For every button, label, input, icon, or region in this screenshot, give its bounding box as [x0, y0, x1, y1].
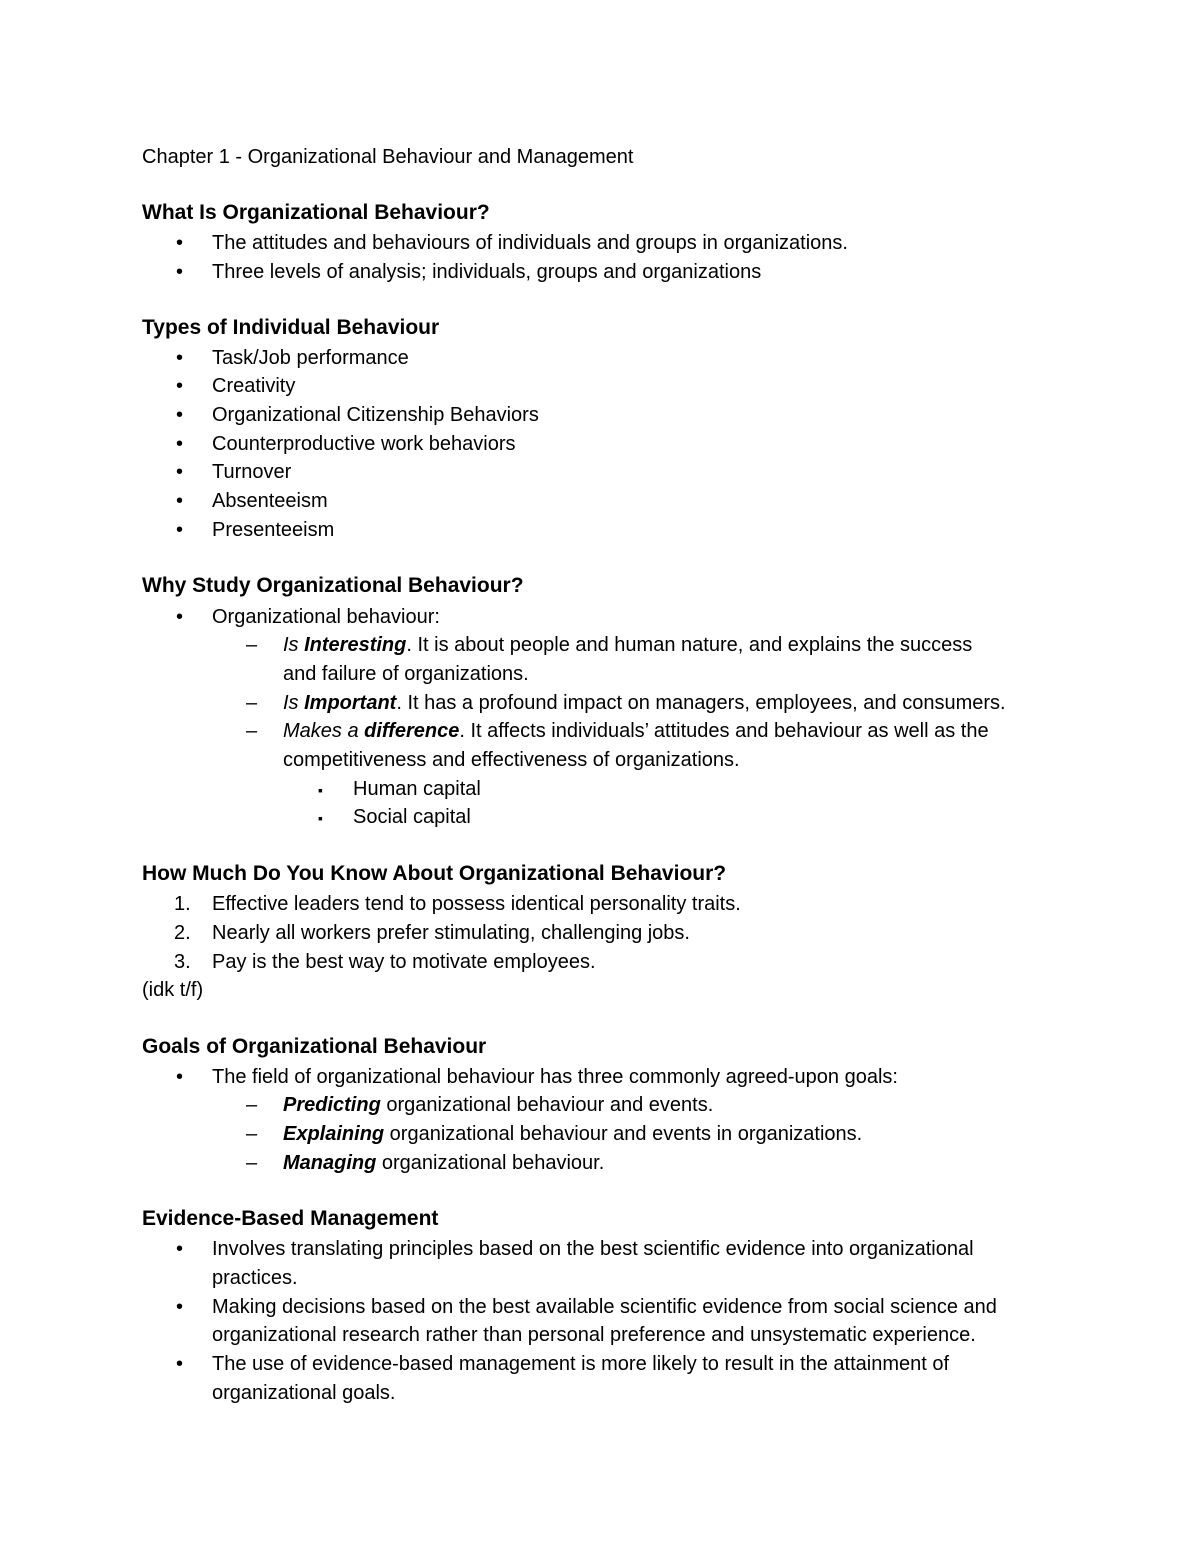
sub-item-continuation: competitiveness and effectiveness of organizations.: [283, 749, 740, 771]
list-item: Creativity: [212, 375, 296, 397]
sub-item-text: . It is about people and human nature, and explains the success: [406, 634, 973, 656]
sub-item-emphasis: Important: [304, 692, 397, 714]
dash-icon: –: [246, 720, 258, 742]
sub-item-emphasis: Explaining: [283, 1123, 385, 1145]
bullet-icon: •: [176, 1238, 184, 1260]
list-item: The attitudes and behaviours of individuals and groups in organizations.: [212, 232, 848, 254]
document-title: Chapter 1 - Organizational Behaviour and Management: [142, 146, 634, 168]
section-heading-types: Types of Individual Behaviour: [142, 316, 440, 339]
sub-item: [283, 1121, 862, 1147]
bullet-icon: •: [176, 232, 184, 254]
list-item: The use of evidence-based management is more likely to result in the attainment of: [212, 1353, 950, 1375]
sub-item-text: organizational behaviour and events in organizations.: [384, 1123, 863, 1145]
list-number: 2.: [174, 922, 191, 944]
dash-icon: –: [246, 1152, 258, 1174]
list-item: Making decisions based on the best available scientific evidence from social science and: [212, 1296, 997, 1318]
sub-item: [283, 1092, 713, 1118]
sub-item-prefix: Makes a: [283, 720, 365, 742]
section-heading-what-is-ob: What Is Organizational Behaviour?: [142, 201, 490, 224]
list-item-continuation: practices.: [212, 1267, 298, 1289]
sub-item-emphasis: Managing: [283, 1152, 377, 1174]
sub-item-text: organizational behaviour.: [376, 1152, 605, 1174]
dash-icon: –: [246, 1123, 258, 1145]
square-bullet-icon: ▪: [318, 782, 323, 798]
list-item: Turnover: [212, 461, 292, 483]
bullet-icon: •: [176, 606, 184, 628]
list-item: Organizational behaviour:: [212, 606, 440, 628]
bullet-icon: •: [176, 461, 184, 483]
bullet-icon: •: [176, 1066, 184, 1088]
list-item-continuation: organizational research rather than personal preference and unsystematic experience.: [212, 1324, 976, 1346]
list-item: Counterproductive work behaviors: [212, 433, 516, 455]
sub-item-prefix: Is: [283, 634, 305, 656]
bullet-icon: •: [176, 490, 184, 512]
sub-item-text: organizational behaviour and events.: [380, 1094, 714, 1116]
section-heading-how-much: How Much Do You Know About Organizational Behaviour?: [142, 862, 727, 885]
numbered-item: Effective leaders tend to possess identical personality traits.: [212, 893, 741, 915]
square-bullet-icon: ▪: [318, 810, 323, 826]
dash-icon: –: [246, 634, 258, 656]
list-item: Presenteeism: [212, 519, 335, 541]
list-item: Task/Job performance: [212, 347, 409, 369]
bullet-icon: •: [176, 1296, 184, 1318]
sub-item: [283, 690, 1006, 716]
list-item: Three levels of analysis; individuals, groups and organizations: [212, 261, 762, 283]
bullet-icon: •: [176, 261, 184, 283]
dash-icon: –: [246, 1094, 258, 1116]
numbered-item: Pay is the best way to motivate employees.: [212, 951, 596, 973]
bullet-icon: •: [176, 347, 184, 369]
sub-item-emphasis: Predicting: [283, 1094, 381, 1116]
list-number: 1.: [174, 893, 191, 915]
sub-sub-item: Human capital: [353, 778, 481, 800]
sub-item: [283, 632, 972, 658]
sub-item-emphasis: Interesting: [304, 634, 407, 656]
section-heading-evidence: Evidence-Based Management: [142, 1207, 439, 1230]
sub-item-emphasis: difference: [364, 720, 460, 742]
section-heading-why-study: Why Study Organizational Behaviour?: [142, 574, 524, 597]
sub-item: [283, 718, 989, 744]
bullet-icon: •: [176, 519, 184, 541]
sub-sub-item: Social capital: [353, 806, 471, 828]
section-heading-goals: Goals of Organizational Behaviour: [142, 1035, 487, 1058]
sub-item-prefix: Is: [283, 692, 305, 714]
sub-item: [283, 1150, 604, 1176]
sub-item-continuation: and failure of organizations.: [283, 663, 529, 685]
list-item: Absenteeism: [212, 490, 328, 512]
list-item: Organizational Citizenship Behaviors: [212, 404, 539, 426]
sub-item-text: . It has a profound impact on managers, employees, and consumers.: [396, 692, 1006, 714]
note-text: (idk t/f): [142, 979, 204, 1001]
dash-icon: –: [246, 692, 258, 714]
sub-item-text: . It affects individuals’ attitudes and behaviour as well as the: [459, 720, 989, 742]
bullet-icon: •: [176, 433, 184, 455]
bullet-icon: •: [176, 1353, 184, 1375]
bullet-icon: •: [176, 375, 184, 397]
numbered-item: Nearly all workers prefer stimulating, challenging jobs.: [212, 922, 690, 944]
list-number: 3.: [174, 951, 191, 973]
list-item-continuation: organizational goals.: [212, 1382, 396, 1404]
list-item: Involves translating principles based on the best scientific evidence into organizational: [212, 1238, 974, 1260]
list-item: The field of organizational behaviour has three commonly agreed-upon goals:: [212, 1066, 898, 1088]
bullet-icon: •: [176, 404, 184, 426]
